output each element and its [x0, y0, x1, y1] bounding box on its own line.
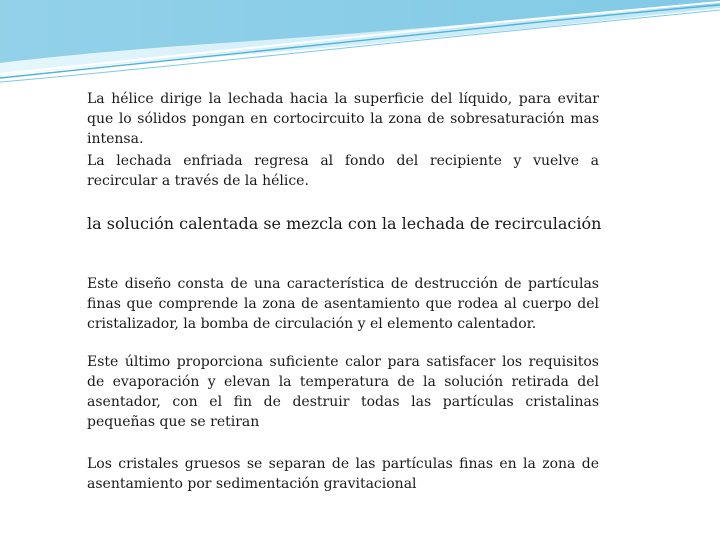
paragraph-5: Este último proporciona suficiente calor para satisfacer los requisitos de evaporación y elevan la temperatura de la solución retirada del asentador, con el fin de destruir todas las partículas cristalinas pequeñas que se retiran	[87, 354, 599, 430]
paragraph-3: la solución calentada se mezcla con la lechada de recirculación	[87, 214, 602, 233]
paragraph-4: Este diseño consta de una característica de destrucción de partículas finas que comprende la zona de asentamiento que rodea al cuerpo del cristalizador, la bomba de circulación y el elemento calentador.	[87, 276, 599, 332]
paragraph-2: La lechada enfriada regresa al fondo del recipiente y vuelve a recircular a través de la hélice.	[87, 153, 599, 189]
paragraph-1: La hélice dirige la lechada hacia la superficie del líquido, para evitar que lo sólidos pongan en cortocircuito la zona de sobresaturación mas intensa.	[87, 91, 599, 147]
paragraph-6: Los cristales gruesos se separan de las partículas finas en la zona de asentamiento por sedimentación gravitacional	[87, 456, 599, 492]
wave-header-decoration	[0, 0, 720, 90]
